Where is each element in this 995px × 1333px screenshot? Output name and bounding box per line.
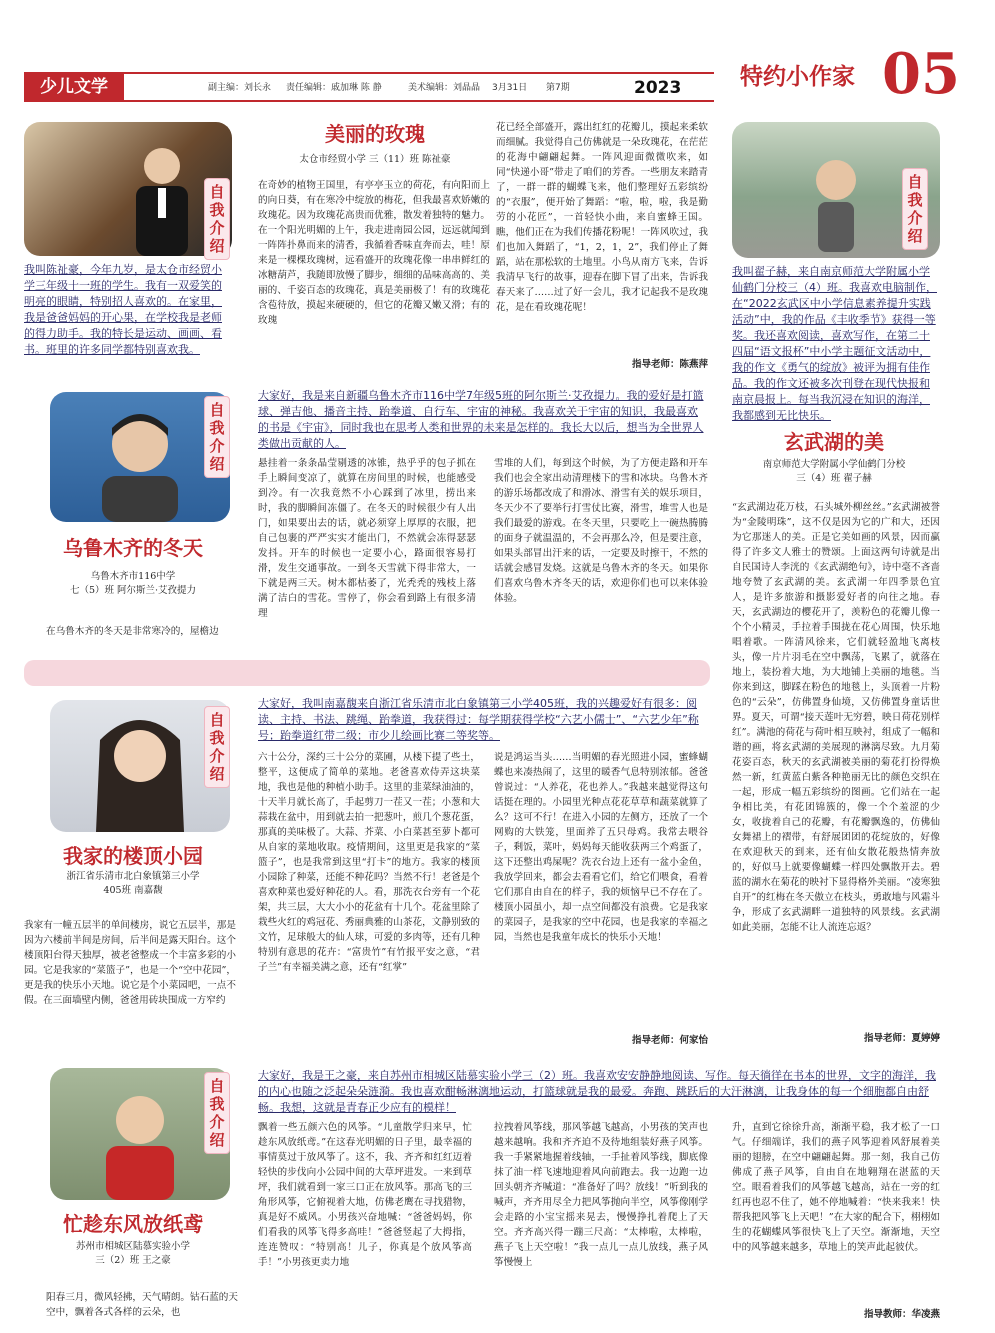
article-title: 忙趁东风放纸鸢 [63,1212,203,1236]
deputy-editor: 副主编：刘长永 [208,83,272,93]
art-editor: 美术编辑：刘晶晶 [408,83,481,93]
portrait-silhouette-icon [50,1068,230,1200]
article-title: 玄武湖的美 [784,430,884,454]
article-byline-student: 三（4）班 翟子赫 [796,473,872,484]
author-intro: 大家好，我是王之豪，来自苏州市相城区陆慕实验小学三（2）班。我喜欢安安静静地阅读、写作。每天徜徉在书本的世界，文字的海洋，我的内心也随之泛起朵朵涟漪。我也喜欢酣畅淋漓地运动，打篮球就是我的最爱。奔跑、跳跃后的大汗淋漓，让我身体的每一个细胞都自由舒畅。我想，这就是青春正少应有的模样！ [258,1069,936,1114]
author-intro: 大家好，我是来自新疆乌鲁木齐市116中学7年级5班的阿尔斯兰·艾孜提力。我的爱好是打篮球、弹吉他、播音主持、跆拳道、自行车、宇宙的神秘。我喜欢关于宇宙的知识，我最喜欢的书是《宇宙》，同时我也在思考人类和世界的未来是怎样的。我长大以后，想当为全世界人类做出贡献的人。 [258,389,704,450]
article-byline-school: 苏州市相城区陆慕实验小学 [75,1241,190,1252]
article-body-col1: 悬挂着一条条晶莹剔透的冰锥，热乎乎的包子抓在手上瞬间变凉了，就算在房间里的时候，也能感受到冷。有一次我竟然不小心踩到了冰里，捞出来时，我的脚瞬间冻僵了。在冬天的时候很少有人出门，如果要出去的话，就必须穿上厚厚的衣服，把自己包裹的严严实实才能出门，不然就会冻得瑟瑟发抖。开车的时候也一定要小心，路面很容易打滑，发生交通事故。一到冬天雪就下得非常大，一下就是两三天。树木都枯萎了，光秃秃的残枝上落满了洁白的雪花。雪停了，你会看到路上有很多清理 [258,458,476,619]
teacher-credit: 指导老师：陈燕萍 [631,359,708,370]
article-title: 乌鲁木齐的冬天 [63,536,203,560]
article-body-col2: 雪堆的人们，每到这个时候，为了方便走路和开车我们也会全家出动清理楼下的雪和冰块。乌鲁木齐的游乐场都改成了和滑冰、滑雪有关的娱乐项目，冬天少不了要举行打雪仗比赛，滑雪，堆雪人也是我们最爱的游戏。在冬天里，只要吃上一碗热腾腾的面身子就温温的，不会再那么冷，但是要注意，如果头部冒出汗来的话，一定要及时擦干，不然的话就会感冒发烧。这就是乌鲁木齐的冬天。如果你们喜欢乌鲁木齐冬天的话，欢迎你们也可以来体验体验。 [494,458,708,604]
issue-number: 第7期 [546,83,570,93]
year: 2023 [634,78,682,98]
article-lead: 阳春三月，微风轻拂，天气晴朗。钴石蓝的天空中，飘着各式各样的云朵，也 [46,1292,238,1318]
article-lead: 在乌鲁木齐的冬天是非常寒冷的，屋檐边 [46,626,219,637]
teacher-credit: 指导老师：何家怡 [631,1035,708,1046]
portrait-silhouette-icon [50,392,230,522]
author-intro: 我叫翟子赫，来自南京师范大学附属小学仙鹤门分校三（4）班。我喜欢电脑制作，在“2022玄武区中小学信息素养提升实践活动”中，我的作品《丰收季节》获得一等奖。我还喜欢阅读，喜欢写作，在第二十四届“语文报杯”中小学主题征文活动中，我的作文《勇气的绽放》被评为拥有佳作品。我的作文还被多次刊登在现代快报和南京晨报上。每当我沉浸在知识的海洋，我都感到无比快乐。 [732,265,937,422]
responsible-editor: 责任编辑：戚加琳 陈 静 [286,83,382,93]
article-byline-school: 南京师范大学附属小学仙鹤门分校 [762,459,906,470]
article-title: 美丽的玫瑰 [325,122,425,146]
self-intro-tag: 自我介绍 [902,168,928,250]
author-intro: 我叫陈祉豪，今年九岁，是太仓市经贸小学三年级十一班的学生。我有一双爱笑的明亮的眼睛，特别招人喜欢的。在家里，我是爸爸妈妈的开心果，在学校我是老师的得力助手。我的特长是运动、画画、看书。班里的许多同学都特别喜欢我。 [24,263,222,356]
article-byline-student: 三（2）班 王之豪 [95,1255,171,1266]
issue-date: 3月31日 [492,83,528,93]
self-intro-tag: 自我介绍 [204,396,230,478]
boy-in-suit-photo [24,122,232,256]
article-body-col1: 在奇妙的植物王国里，有亭亭玉立的荷花，有向阳而上的向日葵，有在寒冷中绽放的梅花，但我最喜欢娇嫩的玫瑰花。因为玫瑰花高贵而优雅，散发着独特的魅力。在一个阳光明媚的上午，我走进南园公园，远远就闻到一阵阵扑鼻而来的清香，我循着香味直奔而去，哇！原来是一棵棵玫瑰树，远看盛开的玫瑰花像一串串鲜红的冰糖葫芦，我随即放慢了脚步，细细的品味高高的、美丽的、千姿百态的玫瑰花，真是美丽极了！有的玫瑰花含苞待放，摸起来硬硬的，但它的花瓣又嫩又滑；有的玫瑰 [258,180,490,326]
article-byline-school: 乌鲁木齐市116中学 [90,571,176,582]
article-body-col2: 说是鸿运当头……当明媚的春光照进小园，蜜蜂蝴蝶也来凑热闹了，这里的暖香气息特别浓郁。爸爸曾说过：“人养花，花也养人。”我越来越觉得这句话挺在理的。小园里光种点花花草草和蔬菜就算了么？这可不行！在进入小园的左侧方，还放了一个网购的大铁笼，里面养了五只母鸡。我常去喂谷子，剩饭，菜叶，妈妈每天能收获两三个鸡蛋了，这下还整出鸡屎呢？洗衣台边上还有一盆小金鱼，我放学回来，都会去看看它们，给它们喂食，看着它们那自由自在的样子，我的烦恼早已不存在了。楼顶小园虽小，却一点空间都没有浪费。它是我家的菜园子，是我家的空中花园，也是我家的幸福之园，当然也是我童年成长的快乐小天地！ [494,752,708,943]
boy-in-grey-shirt-photo [50,392,230,522]
article-byline: 太仓市经贸小学 三（11）班 陈祉豪 [299,154,451,165]
article-body-col1: 飘着一些五颜六色的风筝。“儿童散学归来早，忙趁东风放纸鸢。”在这春光明媚的日子里，最幸福的事情莫过于放风筝了。这不，我、齐齐和红红迈着轻快的步伐向小公园中间的大草坪进发。一来到草坪，我们就看到一家三口正在放风筝。那高飞的三角形风筝，它俯视着大地，仿佛老鹰在寻找猎物，真是好不威风。小男孩兴奋地喊：“爸爸妈妈，你们看我的风筝飞得多高哇！”爸爸竖起了大拇指，连连赞叹：“特别高！儿子，你真是个放风筝高手！”小男孩更卖力地 [258,1122,472,1268]
brand-label: 少儿文学 [24,72,124,102]
teacher-credit: 指导老师：夏婷婷 [863,1033,940,1044]
portrait-silhouette-icon [50,700,230,832]
article-body-col3: 升，直到它徐徐升高，渐渐平稳，我才松了一口气。仔细端详，我们的燕子风筝迎着风舒展着美丽的翅膀，在空中翩翩起舞。那一刻，我自己仿佛成了燕子风筝，自由自在地翱翔在湛蓝的天空。眼看着我们的风筝越飞越高，站在一旁的红红再也忍不住了，她不停地喊着：“快来我来！快帮我把风筝飞上天吧！”在大家的配合下，栩栩如生的花蝴蝶风筝很快飞上了天空。渐渐地，天空中的风筝越来越多，草地上的笑声此起彼伏。 [732,1122,940,1253]
girl-portrait-photo [50,700,230,832]
article-body-col1: 六十公分，深约三十公分的菜圃，从楼下提了些土，整平，这便成了简单的菜地。老爸喜欢侍弄这块菜地，我也是他的种植小助手。这里的韭菜绿油油的，十天半月就长高了，手起剪刀一茬又一茬；小葱和大蒜栽在盆中，用到就去拍一把葱叶，煎几个葱花蛋，那真的美味极了。大蒜、芥菜、小白菜甚至萝卜都可从自家的菜地收取。疫情期间，这里更是我家的“菜篮子”，也是我常到这里“打卡”的地方。我家的楼顶小园除了种菜，还能不种花吗？当然不行！老爸是个喜欢种菜也爱好种花的人。看，那洗衣台旁有一个花架，共三层，大大小小的花盆有十几个。花盆里除了栽些火红的鸡冠花、秀丽典雅的山茶花，文静别致的文竹，足球般大的仙人球，可爱的多肉等，还有几种特别有意思的花卉：“富贵竹”有竹报平安之意，“君子兰”有幸福美满之意，还有“红掌” [258,752,480,973]
portrait-silhouette-icon [24,122,232,256]
article-title: 我家的楼顶小园 [63,844,203,868]
self-intro-tag: 自我介绍 [204,1072,230,1154]
article-body-col2: 拉拽着风筝线，那风筝越飞越高，小男孩的笑声也越来越响。我和齐齐迫不及待地组装好燕子风筝。我一手紧紧地握着线轴，一手扯着风筝线，脚底像抹了油一样飞速地迎着风向前跑去。我一边跑一边回头朝齐齐喊道：“准备好了吗？放线！”听到我的喊声，齐齐用尽全力把风筝抛向半空，风筝像刚学会走路的小宝宝摇来晃去，慢慢挣扎着爬上了天空。齐齐高兴得一蹦三尺高：“太棒啦，太棒啦，燕子飞上天空啦！”我一点儿一点儿放线，燕子风筝慢慢上 [494,1122,708,1268]
self-intro-tag: 自我介绍 [204,178,230,260]
section-title: 特约小作家 [740,64,855,90]
article-byline-school: 浙江省乐清市北白象镇第三小学 [66,871,200,882]
article-lead: 我家有一幢五层半的单间楼房，说它五层半，那是因为六楼前半间是房间，后半间是露天阳台。这个楼顶阳台得天独厚，被老爸整成一个丰富多彩的小园。它是我家的“菜篮子”，也是一个“空中花园”，更是我的快乐小天地。说它是个小菜园吧，一点不假。在三面墙壁内侧，爸爸用砖块围成一方窄约 [24,920,236,1006]
boy-red-jacket-photo [50,1068,230,1200]
article-byline-student: 七（5）班 阿尔斯兰·艾孜提力 [69,585,197,596]
author-intro: 大家好，我叫南嘉馥来自浙江省乐清市北白象镇第三小学405班，我的兴趣爱好有很多：阅读、主持、书法、跳绳、跆拳道，我获得过：每学期获得学校“六艺小儒士”、“六艺少年”称号；跆拳道红带二级；市少儿绘画比赛二等奖等。 [258,697,699,742]
article-body-col2: 花已经全部盛开，露出红红的花瓣儿，摸起来柔软而细腻。我觉得自己仿佛就是一朵玫瑰花，在茫茫的花海中翩翩起舞。一阵风迎面微微吹来，如同“快递小哥”带走了咱们的芳香。一些朋友来踏青了，一群一群的蝴蝶飞来，他们整理好五彩缤纷的“衣服”，便开始了舞蹈：“啦，啦，啦，我是勤劳的小花匠”，一首轻快小曲，来自蜜蜂王国。瞧，他们正在为我们传播花粉呢！一阵风吹过，我们也加入舞蹈了，“1，2，1，2”，我们停止了舞蹈，站在那松软的土地里。小鸟从南方飞来，告诉我清早飞行的故事，迎春在脚下冒了出来，告诉我春天来了……过了好一会儿，我才记起我不是玫瑰花，是在看玫瑰花呢！ [496,122,708,313]
self-intro-tag: 自我介绍 [204,706,230,788]
page-number: 05 [882,41,960,107]
article-byline-student: 405班 南嘉馥 [103,885,163,896]
decorative-band [24,660,710,686]
article-body: “玄武湖边花万枝，石头城外柳丝丝。”玄武湖被誉为“金陵明珠”，这不仅是因为它的广和大，还因为它那迷人的美。正是它美如画的风景，因而赢得了许多文人雅士的赞颂。上面这两句诗就是出自民国诗人李洸的《玄武湖绝句》，诗中毫不吝啬地夸赞了玄武湖的美。玄武湖一年四季景色宜人，是许多旅游和摄影爱好者的向往之地。春天，玄武湖边的樱花开了，羡粉色的花瓣儿像一个个小精灵，手拉着手围拢在花心周围，快乐地唱着歌。一阵清风徐来，它们就轻盈地飞离枝头，像一片片羽毛在空中飘荡，飞累了，就落在地上，装扮着大地，为大地铺上美丽的地毯。当你来到这，脚踩在粉色的地毯上，头顶着一片粉色的“云朵”，仿佛置身仙境，又仿佛置身童话世界。夏天，可谓“接天莲叶无穷碧，映日荷花别样红”。满池的荷花与荷叶相互映衬，组成了一幅和谐的画，将玄武湖的美展现的淋漓尽致。九月菊花姿百态，秋天的玄武湖被美丽的菊花打扮得焕然一新，红黄蓝白紫各种艳丽无比的颜色交织在一起，形成一幅五彩缤纷的图画。它们站在一起争相比美，有花团锦簇的，像一个个羞涩的少女，收拢着自己的花瓣，有花瓣飘逸的，仿佛仙女舞裙上的褶带，有舒展团团的花绽放的，好像在欢迎秋天的到来，还有仙女散花般热情奔放的，好似马上就要像蝴蝶一样四处飘散开去。碧蓝的湖水在菊花的映衬下显得格外美丽。“凌寒独自开”的红梅在冬天傲立在枝头，勇敢地与风霜斗争，形成了玄武湖畔一道独特的风景线。玄武湖如此美丽，怎能不让人流连忘返？ [732,502,940,933]
teacher-credit: 指导教师：华凌燕 [863,1309,940,1320]
